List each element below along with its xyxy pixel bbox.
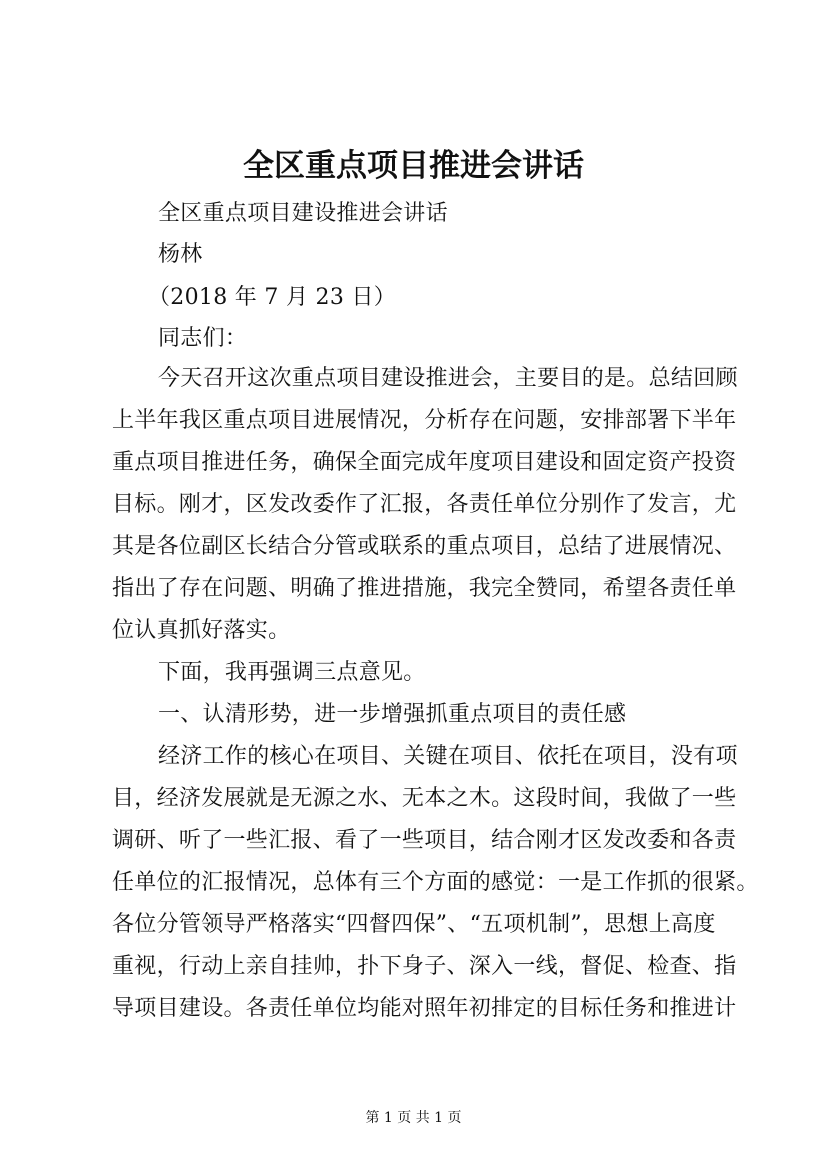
paragraph-line: 今天召开这次重点项目建设推进会，主要目的是。总结回顾 <box>158 366 738 391</box>
paragraph-line: 经济工作的核心在项目、关键在项目、依托在项目，没有项 <box>158 744 738 769</box>
date: （2018 年 7 月 23 日） <box>148 285 397 310</box>
paragraph-line: 调研、听了一些汇报、看了一些项目，结合刚才区发改委和各责 <box>112 828 737 853</box>
paragraph-line: 目，经济发展就是无源之水、无本之木。这段时间，我做了一些 <box>112 786 737 811</box>
paragraph-line: 上半年我区重点项目进展情况，分析存在问题，安排部署下半年 <box>112 408 737 433</box>
paragraph-line: 目标。刚才，区发改委作了汇报，各责任单位分别作了发言，尤 <box>112 492 737 517</box>
greeting: 同志们： <box>158 326 248 351</box>
paragraph-line: 位认真抓好落实。 <box>112 618 291 643</box>
paragraph-line: 重视，行动上亲自挂帅，扑下身子、深入一线，督促、检查、指 <box>112 954 737 979</box>
subtitle: 全区重点项目建设推进会讲话 <box>158 201 448 226</box>
paragraph-line: 下面，我再强调三点意见。 <box>158 660 426 685</box>
paragraph-line: 任单位的汇报情况，总体有三个方面的感觉：一是工作抓的很紧。 <box>112 870 759 895</box>
page-number: 第 1 页 共 1 页 <box>365 1110 462 1126</box>
author: 杨林 <box>158 242 203 267</box>
paragraph-line: 重点项目推进任务，确保全面完成年度项目建设和固定资产投资 <box>112 450 737 475</box>
document-title: 全区重点项目推进会讲话 <box>243 148 584 184</box>
paragraph-line: 其是各位副区长结合分管或联系的重点项目，总结了进展情况、 <box>112 534 737 559</box>
paragraph-line: 导项目建设。各责任单位均能对照年初排定的目标任务和推进计 <box>112 996 737 1021</box>
paragraph-line: 指出了存在问题、明确了推进措施，我完全赞同，希望各责任单 <box>112 576 737 601</box>
paragraph-line: 各位分管领导严格落实“四督四保”、“五项机制”，思想上高度 <box>112 912 716 937</box>
section-heading: 一、认清形势，进一步增强抓重点项目的责任感 <box>158 702 627 727</box>
